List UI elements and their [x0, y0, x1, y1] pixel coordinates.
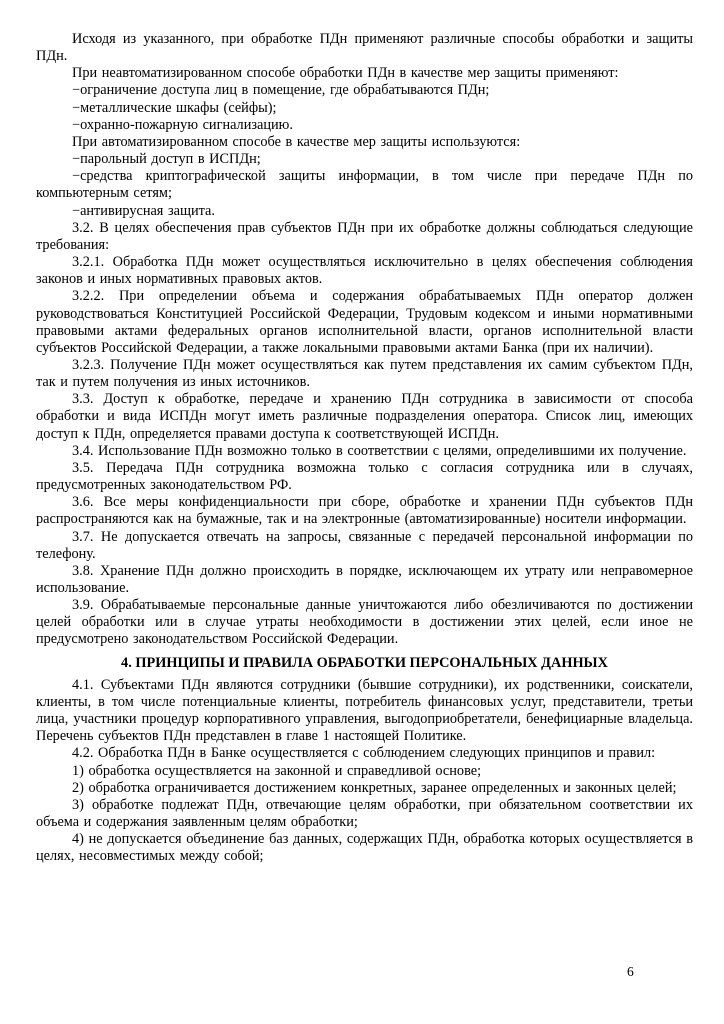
paragraph: −парольный доступ в ИСПДн; [72, 151, 261, 168]
paragraph: 3.2.1. Обработка ПДн может осуществляться исключительно в целях обеспечения соблюдения законов и иных нормативных правовых актов. [36, 254, 693, 288]
paragraph: 3.2.3. Получение ПДн может осуществляться как путем представления их самим субъектом ПДн, так и путем получения из иных источников. [36, 356, 693, 391]
paragraph: 3.5. Передача ПДн сотрудника возможна только с согласия сотрудника или в случаях, предусмотренных законодательством РФ. [36, 459, 693, 494]
paragraph: 3.8. Хранение ПДн должно происходить в порядке, исключающем их утрату или неправомерное использование. [36, 562, 693, 596]
paragraph: 3.6. Все меры конфиденциальности при сборе, обработке и хранении ПДн субъектов ПДн распространяются как на бумажные, так и на электронные (автоматизированные) носители информации. [36, 494, 693, 528]
paragraph: 4.2. Обработка ПДн в Банке осуществляется с соблюдением следующих принципов и правил: [72, 745, 656, 762]
page-number: 6 [627, 964, 634, 979]
page-content [36, 31, 693, 866]
paragraph: 3.9. Обрабатываемые персональные данные уничтожаются либо обезличиваются по достижении целей обработки или в случае утраты необходимости в достижении этих целей, если иное не предусмотрено законодательством Российской Федерации. [36, 597, 693, 648]
paragraph: 1) обработка осуществляется на законной и справедливой основе; [72, 762, 482, 779]
paragraph: 3.2. В целях обеспечения прав субъектов ПДн при их обработке должны соблюдаться следующие требования: [36, 219, 693, 253]
paragraph: −ограничение доступа лиц в помещение, где обрабатываются ПДн; [72, 82, 490, 99]
paragraph: −антивирусная защита. [72, 202, 215, 219]
paragraph: 3) обработке подлежат ПДн, отвечающие целям обработки, при обязательном соответствии их объема и содержания заявленным целям обработки; [36, 796, 693, 831]
paragraph: 3.4. Использование ПДн возможно только в соответствии с целями, определившими их получение. [72, 442, 687, 459]
paragraph: −средства криптографической защиты информации, в том числе при передаче ПДн по компьютерным сетям; [36, 168, 693, 202]
paragraph: −охранно-пожарную сигнализацию. [72, 116, 293, 133]
paragraph: 4.1. Субъектами ПДн являются сотрудники (бывшие сотрудники), их родственники, соискатели, клиенты, в том числе потенциальные клиенты, потребитель финансовых услуг, представители, третьи лица, участники процедур корпоративного управления, выгодоприобретатели, бенефициарные владельца. Перечень субъектов ПДн представлен в главе 1 настоящей Политике. [36, 676, 693, 745]
paragraph: 3.7. Не допускается отвечать на запросы, связанные с передачей персональной информации по телефону. [36, 528, 693, 562]
paragraph: 3.3. Доступ к обработке, передаче и хранению ПДн сотрудника в зависимости от способа обработки и вида ИСПДн могут иметь различные подразделения оператора. Список лиц, имеющих доступ к ПДн, определяется правами доступа к соответствующей ИСПДн. [36, 391, 693, 442]
paragraph: 3.2.2. При определении объема и содержания обрабатываемых ПДн оператор должен руководствоваться Конституцией Российской Федерации, Трудовым кодексом и иными нормативными правовыми актами федеральных органов исполнительной власти, органов исполнительной власти субъектов Российской Федерации, а также локальными правовыми актами Банка (при их наличии). [36, 288, 693, 356]
paragraph: −металлические шкафы (сейфы); [72, 99, 277, 116]
paragraph: При неавтоматизированном способе обработки ПДн в качестве мер защиты применяют: [72, 65, 619, 82]
paragraph: При автоматизированном способе в качестве мер защиты используются: [72, 133, 521, 150]
section-heading: 4. ПРИНЦИПЫ И ПРАВИЛА ОБРАБОТКИ ПЕРСОНАЛЬНЫХ ДАННЫХ [121, 654, 608, 671]
paragraph: Исходя из указанного, при обработке ПДн применяют различные способы обработки и защиты ПДн. [36, 31, 693, 65]
paragraph: 2) обработка ограничивается достижением конкретных, заранее определенных и законных целей; [72, 779, 677, 796]
paragraph: 4) не допускается объединение баз данных, содержащих ПДн, обработка которых осуществляется в целях, несовместимых между собой; [36, 831, 693, 865]
